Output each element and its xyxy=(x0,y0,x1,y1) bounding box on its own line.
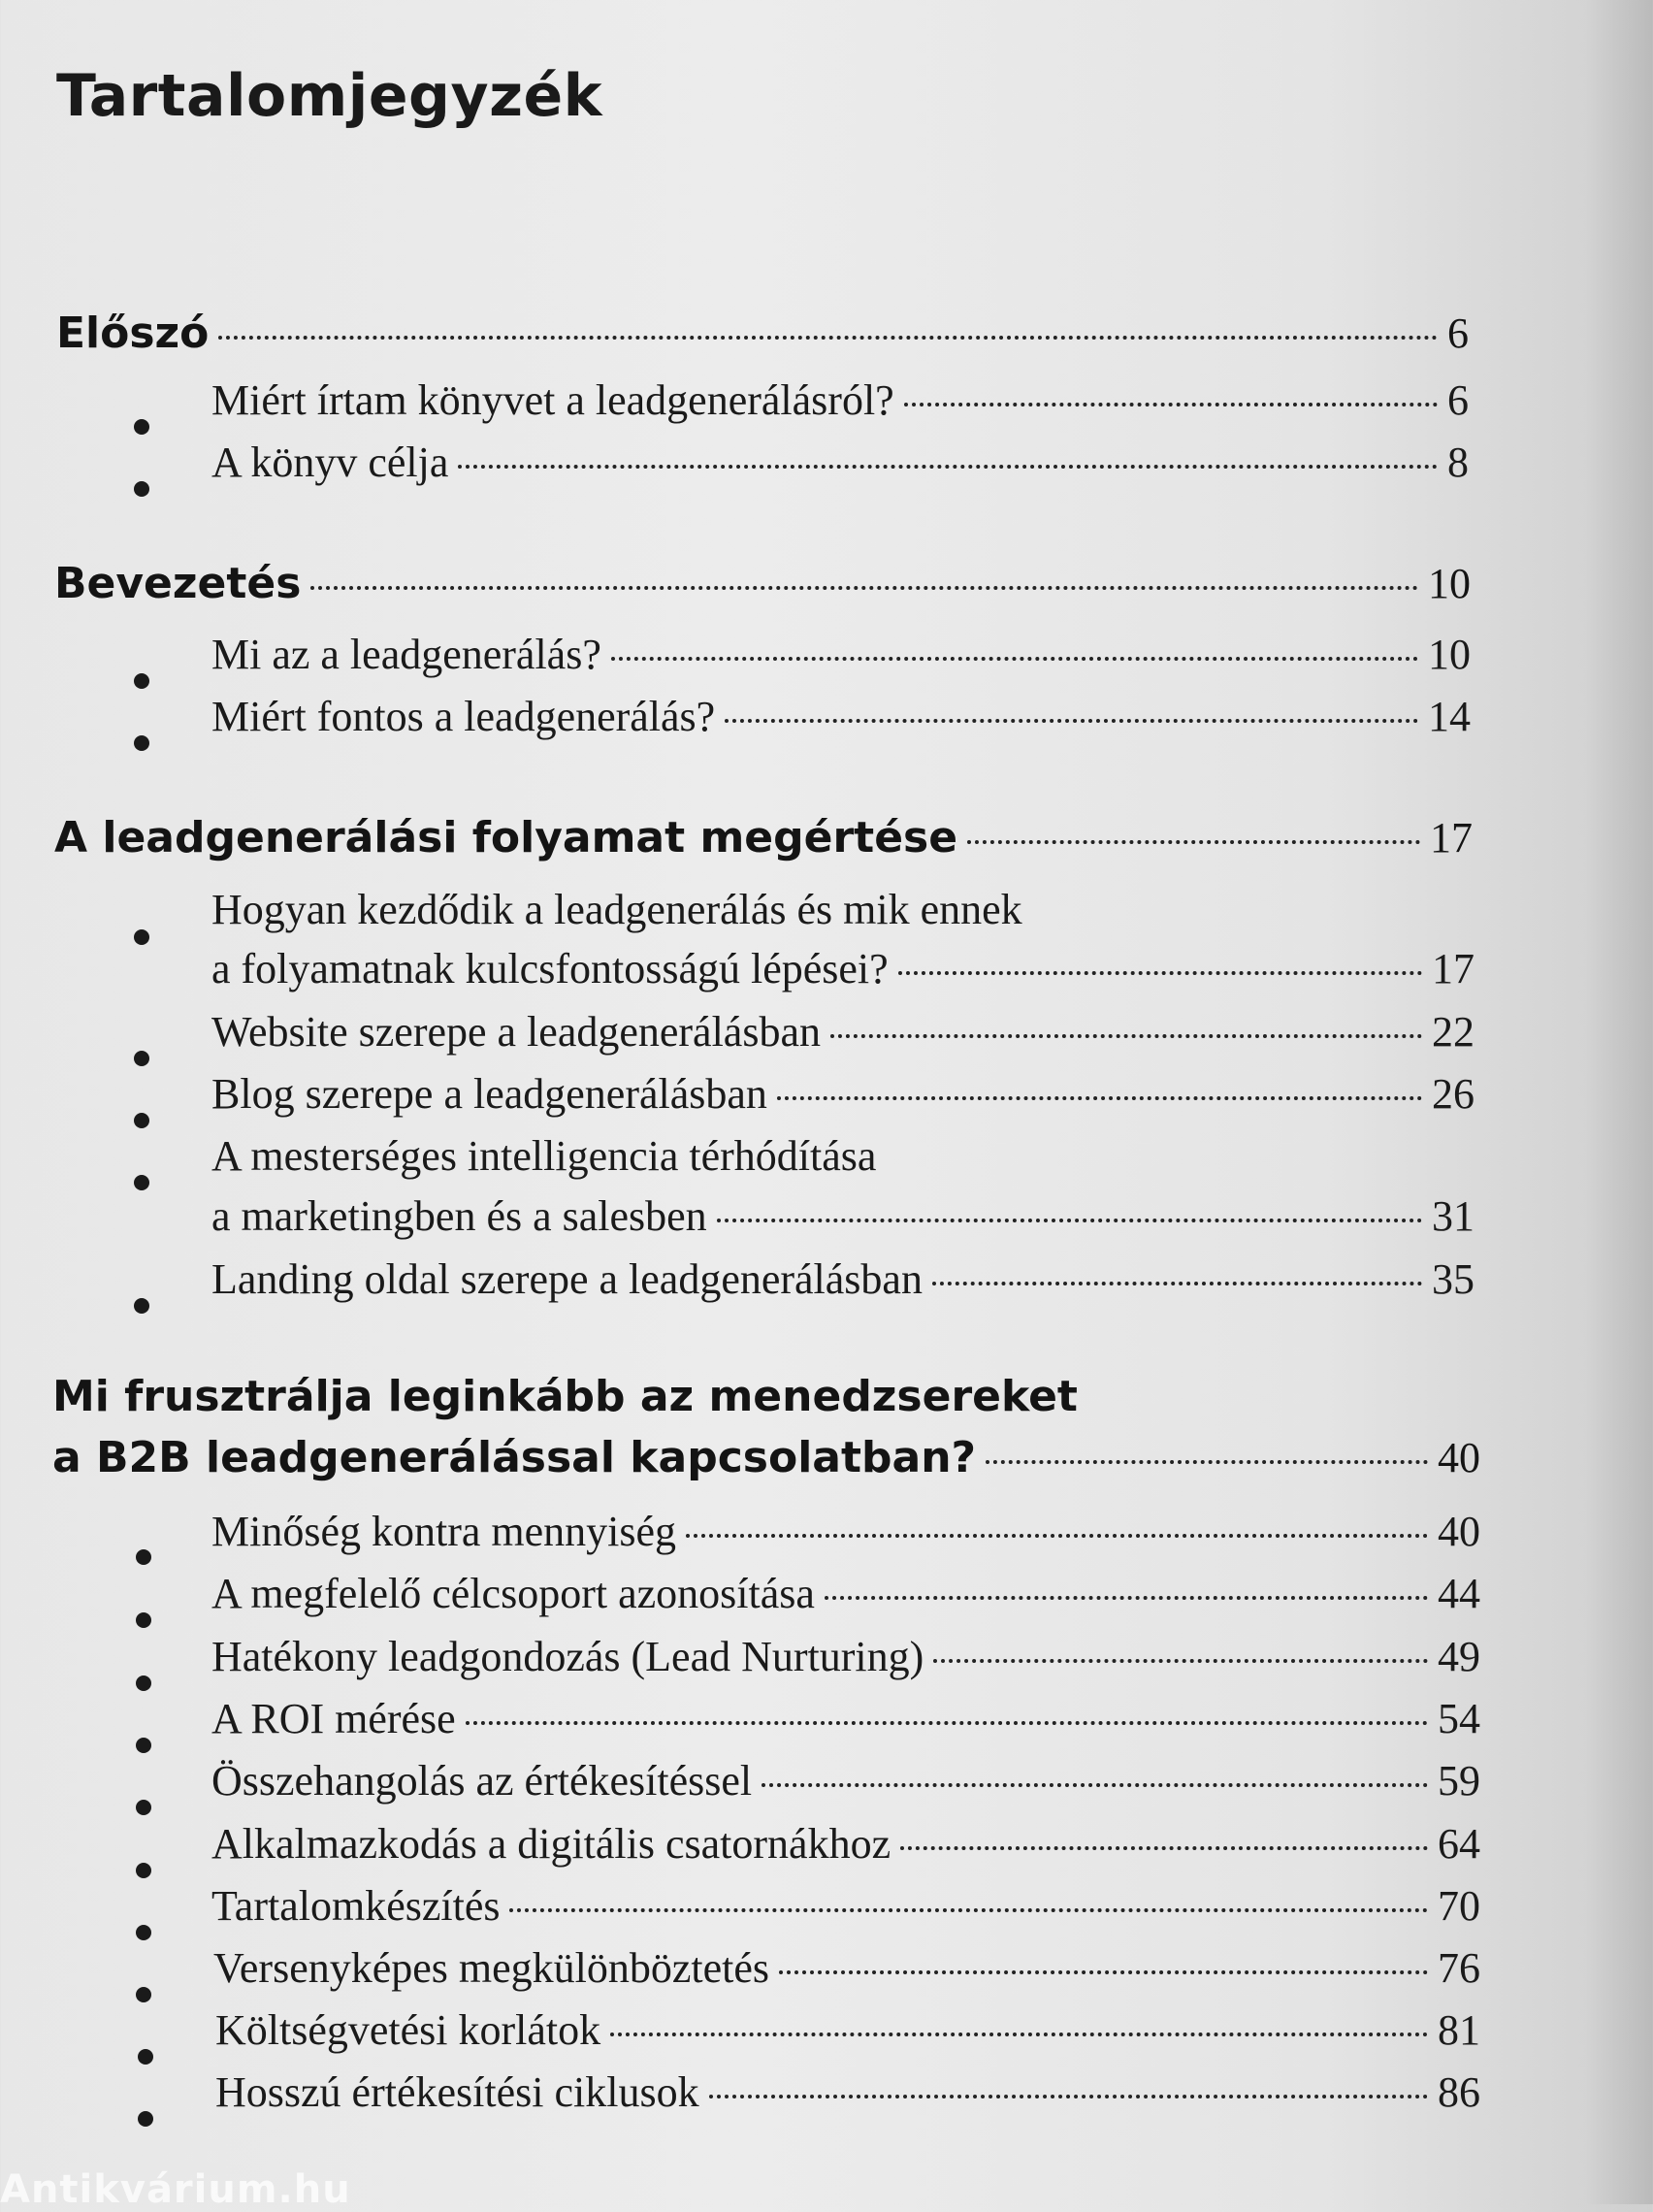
page-number: 40 xyxy=(1438,1508,1480,1555)
toc-section-eloszo xyxy=(56,309,1469,358)
toc-item xyxy=(215,2005,1480,2055)
section-title: A leadgenerálási folyamat megértése xyxy=(54,813,958,862)
item-title: Mi az a leadgenerálás? xyxy=(211,631,601,678)
page-number: 6 xyxy=(1447,376,1469,424)
page-number: 64 xyxy=(1438,1820,1480,1868)
toc-item xyxy=(211,630,1471,679)
page-number: 70 xyxy=(1438,1882,1480,1930)
item-title: a folyamatnak kulcsfontosságú lépései? xyxy=(211,945,889,992)
page-number: 81 xyxy=(1438,2006,1480,2054)
page-number: 35 xyxy=(1432,1255,1475,1303)
item-title: A könyv célja xyxy=(211,439,449,486)
section-title: Előszó xyxy=(56,309,210,358)
page-number: 49 xyxy=(1438,1633,1480,1680)
toc-section-folyamat xyxy=(54,813,1473,862)
toc-item xyxy=(211,1819,1480,1869)
dot-leader xyxy=(904,403,1438,407)
toc-item xyxy=(211,1007,1475,1057)
dot-leader xyxy=(932,1282,1422,1285)
toc-item xyxy=(211,1254,1475,1304)
dot-leader xyxy=(898,971,1422,975)
page-number: 17 xyxy=(1432,945,1475,992)
page-number: 14 xyxy=(1428,693,1471,740)
page-number: 10 xyxy=(1428,631,1471,678)
dot-leader xyxy=(830,1034,1422,1038)
dot-leader xyxy=(779,1970,1428,1974)
toc-item xyxy=(211,1507,1480,1556)
bullet-icon xyxy=(134,1175,149,1190)
toc-item xyxy=(211,1069,1475,1119)
item-title: Versenyképes megkülönböztetés xyxy=(213,1944,770,1992)
item-title: Blog szerepe a leadgenerálásban xyxy=(211,1070,767,1118)
toc-item xyxy=(211,1632,1480,1681)
bullet-icon xyxy=(134,481,149,497)
dot-leader xyxy=(717,1219,1422,1222)
page-number: 26 xyxy=(1432,1070,1475,1118)
bullet-icon xyxy=(134,1113,149,1128)
item-title: Landing oldal szerepe a leadgenerálásban xyxy=(211,1255,923,1303)
page-number: 6 xyxy=(1447,309,1469,357)
toc-section-bevezetes xyxy=(54,559,1471,608)
page-number: 10 xyxy=(1428,560,1471,607)
bullet-icon xyxy=(134,1298,149,1314)
dot-leader xyxy=(686,1534,1428,1538)
item-title: a marketingben és a salesben xyxy=(211,1192,707,1240)
section-title-line1: Mi frusztrálja leginkább az menedzsereket xyxy=(52,1372,1078,1421)
item-title: Miért írtam könyvet a leadgenerálásról? xyxy=(211,376,894,424)
page-number: 59 xyxy=(1438,1757,1480,1805)
item-title: Miért fontos a leadgenerálás? xyxy=(211,693,716,740)
item-title: Alkalmazkodás a digitális csatornákhoz xyxy=(211,1820,891,1868)
bullet-icon xyxy=(134,1051,149,1066)
section-title: Bevezetés xyxy=(54,559,302,608)
item-title: Tartalomkészítés xyxy=(211,1882,501,1930)
toc-item xyxy=(211,1881,1480,1931)
bullet-icon xyxy=(134,419,149,435)
toc-item xyxy=(215,2067,1480,2117)
item-title: Hatékony leadgondozás (Lead Nurturing) xyxy=(211,1633,924,1680)
dot-leader xyxy=(310,586,1418,590)
bullet-icon xyxy=(134,929,149,945)
bullet-icon xyxy=(136,1925,151,1940)
bullet-icon xyxy=(136,1612,151,1628)
watermark: Antikvárium.hu xyxy=(0,2167,351,2212)
dot-leader xyxy=(709,2095,1428,2098)
toc-item xyxy=(211,375,1469,425)
toc-item xyxy=(211,1191,1475,1241)
bullet-icon xyxy=(136,1863,151,1878)
dot-leader xyxy=(967,840,1420,844)
toc-item xyxy=(211,692,1471,741)
page-number: 86 xyxy=(1438,2068,1480,2116)
dot-leader xyxy=(900,1846,1428,1850)
bullet-icon xyxy=(136,1800,151,1815)
item-title: Költségvetési korlátok xyxy=(215,2006,601,2054)
item-title: Hosszú értékesítési ciklusok xyxy=(215,2068,699,2116)
item-title: Minőség kontra mennyiség xyxy=(211,1508,677,1555)
dot-leader xyxy=(825,1596,1428,1600)
bullet-icon xyxy=(136,1549,151,1565)
page-number: 17 xyxy=(1430,814,1473,862)
dot-leader xyxy=(610,2033,1428,2036)
item-title: Összehangolás az értékesítéssel xyxy=(211,1757,753,1805)
bullet-icon xyxy=(136,1987,151,2002)
dot-leader xyxy=(466,1721,1428,1725)
dot-leader xyxy=(509,1908,1428,1912)
page-number: 31 xyxy=(1432,1192,1475,1240)
toc-section-frusztral xyxy=(52,1433,1480,1482)
dot-leader xyxy=(611,657,1418,661)
item-title: Website szerepe a leadgenerálásban xyxy=(211,1008,821,1056)
page-number: 76 xyxy=(1438,1944,1480,1992)
item-title: A ROI mérése xyxy=(211,1695,456,1742)
dot-leader xyxy=(777,1096,1422,1100)
section-title: a B2B leadgenerálással kapcsolatban? xyxy=(52,1433,977,1482)
page-number: 40 xyxy=(1438,1434,1480,1481)
bullet-icon xyxy=(138,2049,153,2065)
page-number: 54 xyxy=(1438,1695,1480,1742)
dot-leader xyxy=(933,1659,1428,1663)
toc-item xyxy=(213,1943,1480,1993)
page-edge-shadow xyxy=(1585,0,1653,2204)
page-number: 22 xyxy=(1432,1008,1475,1056)
bullet-icon xyxy=(136,1675,151,1691)
page-number: 44 xyxy=(1438,1570,1480,1617)
bullet-icon xyxy=(138,2111,153,2127)
item-title: A megfelelő célcsoport azonosítása xyxy=(211,1570,815,1617)
dot-leader xyxy=(725,719,1418,723)
item-title-line1: A mesterséges intelligencia térhódítása xyxy=(211,1132,877,1180)
toc-item xyxy=(211,1694,1480,1743)
dot-leader xyxy=(458,465,1438,469)
bullet-icon xyxy=(134,735,149,751)
dot-leader xyxy=(762,1783,1428,1787)
bullet-icon xyxy=(134,673,149,689)
toc-item xyxy=(211,438,1469,487)
item-title-line1: Hogyan kezdődik a leadgenerálás és mik ennek xyxy=(211,886,1022,933)
toc-item xyxy=(211,944,1475,993)
dot-leader xyxy=(218,336,1438,340)
toc-item xyxy=(211,1569,1480,1618)
toc-item xyxy=(211,1756,1480,1805)
page-title: Tartalomjegyzék xyxy=(56,62,603,130)
dot-leader xyxy=(986,1460,1428,1464)
bullet-icon xyxy=(136,1738,151,1753)
page-number: 8 xyxy=(1447,439,1469,486)
